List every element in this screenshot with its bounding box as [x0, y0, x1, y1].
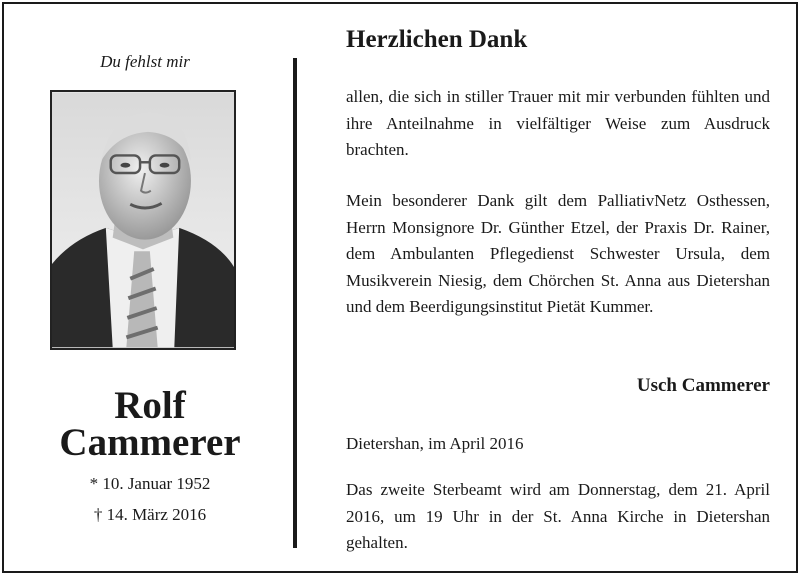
- service-notice-paragraph: Das zweite Sterbeamt wird am Donnerstag, dem 21. April 2016, um 19 Uhr in der St. Anna Kirche in Dietershan gehalten.: [346, 480, 770, 552]
- vertical-divider: [293, 58, 297, 548]
- death-date: † 14. März 2016: [93, 505, 207, 524]
- special-thanks-paragraph: Mein besonderer Dank gilt dem PalliativNetz Osthessen, Herrn Monsignore Dr. Günther Etzel, der Praxis Dr. Rainer, dem Ambulanten Pflegedienst Schwester Ursula, dem Musikverein Niesig, dem Chörchen St. Anna aus Dietershan und dem Beerdigungsinstitut Pietät Kummer.: [346, 191, 770, 316]
- thanks-paragraph: allen, die sich in stiller Trauer mit mir verbunden fühlten und ihre Anteilnahme in vielfältiger Weise zum Ausdruck brachten.: [346, 87, 770, 159]
- portrait-photo: [50, 90, 236, 350]
- tagline: Du fehlst mir: [100, 52, 190, 71]
- thanks-heading: Herzlichen Dank: [346, 26, 528, 53]
- place-date: Dietershan, im April 2016: [346, 434, 524, 453]
- signature: Usch Cammerer: [636, 375, 770, 396]
- deceased-last-name: Cammerer: [59, 421, 241, 464]
- deceased-first-name: Rolf: [114, 384, 186, 427]
- memorial-column: [0, 0, 290, 571]
- birth-date: * 10. Januar 1952: [89, 474, 211, 493]
